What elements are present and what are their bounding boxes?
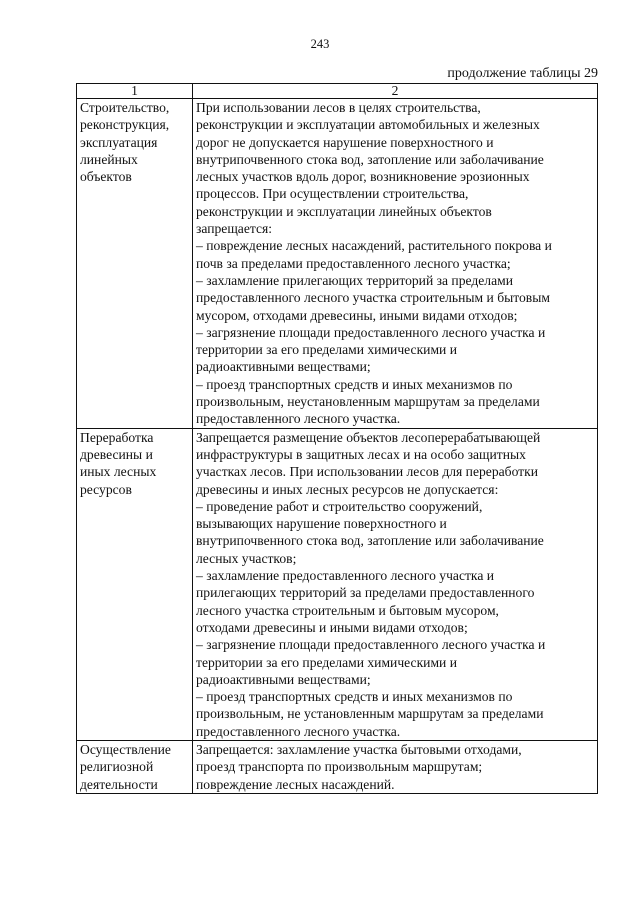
requirements-line: мусором, отходами древесины, иными видами отходов; <box>196 307 518 323</box>
requirements-line: предоставленного лесного участка. <box>196 723 401 739</box>
table-continuation-caption: продолжение таблицы 29 <box>447 66 598 81</box>
requirements-line: лесных участков вдоль дорог, возникновение эрозионных <box>196 169 530 185</box>
activity-type-line: ресурсов <box>80 481 132 497</box>
activity-type-line: иных лесных <box>80 464 157 480</box>
activity-type-line: объектов <box>80 169 132 185</box>
requirements-line: древесины и иных лесных ресурсов не допускается: <box>196 481 499 497</box>
requirements-line: реконструкции и эксплуатации автомобильных и железных <box>196 117 540 133</box>
activity-type-cell <box>77 428 193 740</box>
requirements-line: лесных участков; <box>196 550 297 566</box>
requirements-line: проезд транспорта по произвольным маршрутам; <box>196 759 483 775</box>
column-header-2: 2 <box>193 84 598 99</box>
requirements-line: участках лесов. При использовании лесов для переработки <box>196 464 539 480</box>
requirements-cell <box>193 99 598 429</box>
activity-type-line: деятельности <box>80 776 158 792</box>
requirements-line: При использовании лесов в целях строительства, <box>196 100 481 115</box>
requirements-line: – захламление прилегающих территорий за пределами <box>196 272 513 288</box>
requirements-line: отходами древесины и иными видами отходов; <box>196 619 468 635</box>
activity-type-cell <box>77 99 193 429</box>
table-body <box>77 99 598 794</box>
activity-type-line: реконструкция, <box>80 117 170 133</box>
requirements-line: процессов. При осуществлении строительства, <box>196 186 469 202</box>
requirements-line: произвольным, неустановленным маршрутам за пределами <box>196 394 540 410</box>
requirements-line: произвольным, не установленным маршрутам за пределами <box>196 706 544 722</box>
activity-type-cell <box>77 740 193 793</box>
requirements-line: реконструкции и эксплуатации линейных объектов <box>196 203 492 219</box>
requirements-line: территории за его пределами химическими и <box>196 342 458 358</box>
requirements-line: – проезд транспортных средств и иных механизмов по <box>196 689 513 705</box>
requirements-line: радиоактивными веществами; <box>196 359 371 375</box>
table-header-row <box>77 84 598 99</box>
table-row <box>77 740 598 793</box>
requirements-line: предоставленного лесного участка. <box>196 411 401 427</box>
requirements-line: инфраструктуры в защитных лесах и на особо защитных <box>196 446 526 462</box>
table-row <box>77 99 598 429</box>
requirements-line: – проведение работ и строительство сооружений, <box>196 498 483 514</box>
activity-type-line: эксплуатация <box>80 134 158 150</box>
requirements-line: территории за его пределами химическими и <box>196 654 458 670</box>
activity-type-line: Переработка <box>80 429 154 445</box>
requirements-line: Запрещается: захламление участка бытовыми отходами, <box>196 741 522 757</box>
requirements-line: – загрязнение площади предоставленного лесного участка и <box>196 324 546 340</box>
requirements-cell <box>193 428 598 740</box>
requirements-line: – повреждение лесных насаждений, растительного покрова и <box>196 238 552 254</box>
forest-use-table <box>76 83 598 794</box>
requirements-line: запрещается: <box>196 221 273 237</box>
requirements-line: – проезд транспортных средств и иных механизмов по <box>196 376 513 392</box>
requirements-line: вызывающих нарушение поверхностного и <box>196 516 447 532</box>
activity-type-line: линейных <box>80 151 138 167</box>
requirements-line: повреждение лесных насаждений. <box>196 776 395 792</box>
requirements-line: – захламление предоставленного лесного участка и <box>196 568 495 584</box>
requirements-line: почв за пределами предоставленного лесного участка; <box>196 255 511 271</box>
activity-type-line: древесины и <box>80 446 153 462</box>
requirements-line: лесного участка строительным и бытовым мусором, <box>196 602 499 618</box>
requirements-cell <box>193 740 598 793</box>
requirements-line: внутрипочвенного стока вод, затопление или заболачивание <box>196 533 544 549</box>
table-row <box>77 428 598 740</box>
requirements-line: дорог не допускается нарушение поверхностного и <box>196 134 494 150</box>
requirements-line: Запрещается размещение объектов лесоперерабатывающей <box>196 429 541 445</box>
requirements-line: прилегающих территорий за пределами предоставленного <box>196 585 535 601</box>
activity-type-line: религиозной <box>80 759 154 775</box>
activity-type-line: Строительство, <box>80 100 170 115</box>
requirements-line: предоставленного лесного участка строительным и бытовым <box>196 290 550 306</box>
page-number: 243 <box>310 37 330 51</box>
activity-type-line: Осуществление <box>80 741 171 757</box>
column-header-1: 1 <box>77 84 193 99</box>
requirements-line: внутрипочвенного стока вод, затопление или заболачивание <box>196 151 544 167</box>
requirements-line: радиоактивными веществами; <box>196 671 371 687</box>
requirements-line: – загрязнение площади предоставленного лесного участка и <box>196 637 546 653</box>
